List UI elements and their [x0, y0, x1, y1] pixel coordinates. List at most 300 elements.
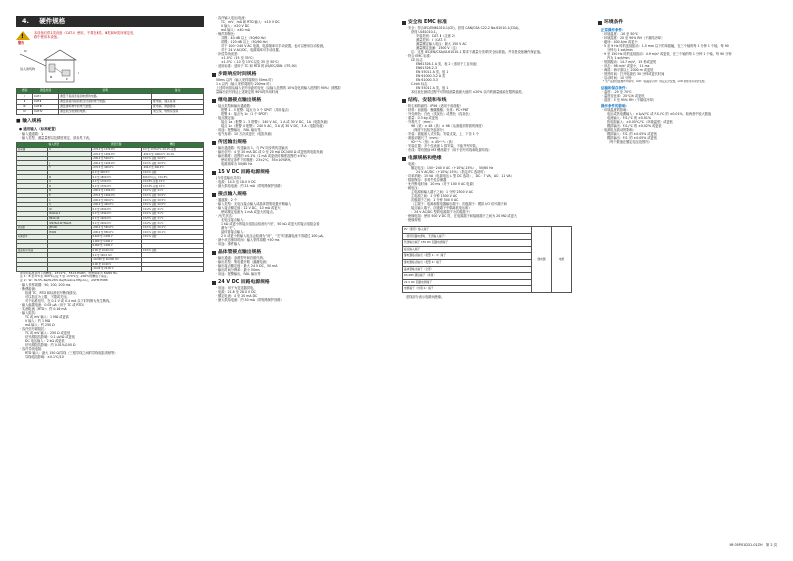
- table-cell: S: [48, 179, 91, 184]
- text-line: TC 或 mV 输入：250 Ω 或更低: [25, 330, 71, 335]
- transport-heading: 运输和保存条件：: [601, 85, 629, 90]
- text-line: 内为 1 oct/min: [607, 56, 630, 61]
- text-line: 电源频率为 50/60 Hz: [221, 161, 253, 166]
- table-cell: 0.0 至 1390.0℃: [91, 212, 141, 217]
- text-line: · 绝缘电阻：使用 500 V DC 时，在电源端子和接地端子之间为 20 MΩ 或更大: [406, 213, 517, 218]
- table-cell: 继电器接点输出（报警 4）端子: [403, 259, 532, 266]
- table-cell: -200.0 至 900.0℃: [91, 198, 141, 203]
- text-line: · 预热时间：打开电源后 30 分钟或更长时间: [602, 72, 665, 77]
- text-line: · 重量：0.3 kg 或更低: [406, 115, 439, 120]
- text-line: ±1.0℃（15 至 35℃）: [221, 56, 256, 60]
- table-cell: 0.0 至 100.0 mV: [91, 253, 141, 258]
- normal-note: ·* 无产品的低温操作环境中，LCD（液晶显示屏）的反应会变慢，LCD 的使用寿命会变短。: [602, 80, 708, 84]
- text-line: · 数据保存：非易失性存储器: [406, 177, 447, 182]
- table-cell: ±0.1% 读数 ±1℃: [141, 212, 203, 217]
- text-line: TC、mV、mA 和 RTD 输入：±10 V DC: [221, 20, 280, 24]
- text-line: EN61326-2-3: [416, 65, 437, 70]
- table-cell: -200.0 至 400.0℃: [91, 202, 141, 207]
- drawing-label-incoming: 进入建筑物: [20, 67, 36, 71]
- text-line: RTD 输入：最大 150 Ω/导线（三根导线之间的导线电阻须相等）: [25, 350, 118, 355]
- text-line: 使用额定电流为 1 mA 或更大的接点。: [221, 209, 276, 214]
- table-cell: 0.0 至 1700.0℃: [91, 184, 141, 189]
- text-line: · 通道数：2 个: [216, 197, 238, 202]
- text-line: · 输入阻抗：: [20, 310, 38, 315]
- text-line: · 输入偏置电流：0.05 μA（用于 TC 或 RTD）: [20, 302, 87, 307]
- table-cell: ±0.5% 读数 ±1℃: [141, 216, 203, 221]
- text-line: 接点 1c（报警 4 报警）：240 V AC，3 A 或 30 V DC，3 A（电阻负载）: [221, 123, 326, 128]
- table-cell: -200.0 至 1300.0℃: [91, 189, 141, 194]
- input-spec-body: [17, 147, 204, 271]
- text-line: 热电阻输入：±0.05℃/℃（环境温度）或更低: [607, 120, 673, 125]
- col2-sections: [212, 72, 394, 302]
- col1-extra-lines: [16, 283, 204, 359]
- table-cell: -270.0 至 400.0℃: [91, 166, 141, 171]
- text-line: · 输出精度：范围的 ±0.1%（1 mA 或更低时精度范围的 ±5%）: [216, 153, 309, 158]
- text-line: 分钟为 1 oct/min: [607, 48, 633, 53]
- section-heading: 步距响应时间规格: [212, 72, 394, 78]
- table-row: [403, 226, 572, 233]
- text-line: C-tick 标志: [411, 81, 428, 86]
- table-cell: K: [48, 147, 91, 152]
- table-cell: B: [48, 175, 91, 180]
- table-cell: -200.0 至 400.0℃: [141, 166, 203, 171]
- category-table-body: [17, 94, 204, 115]
- text-line: · 材料：前面板：聚碳酸酯；壳体：PC+PBT: [406, 107, 469, 112]
- text-line: TC 或 mV 输入：1 MΩ 或更高: [25, 314, 69, 319]
- table-cell: N: [48, 189, 91, 194]
- text-line: · 磁场：400 A/m 或更小: [602, 40, 638, 45]
- table-cell: ±0.1% 读数 ±0.1℃: [141, 225, 203, 230]
- text-line: 对于 24 V AC/DC，电源频率可手动设置。: [221, 48, 282, 52]
- text-line: · 9 至 150 Hz 时的连续振动：4.9 m/s² 或更低，在三个轴的每 1 分钟 1 个轴，每 90 分钟: [602, 52, 732, 57]
- text-line: 常模：120 dB 以上（50/60 Hz）: [221, 40, 270, 44]
- table-cell: ±0.1% 读数 ±0.5℃: [141, 193, 203, 198]
- table-cell: ±0.15% 读数 ±1℃: [141, 184, 203, 189]
- text-line: · 外壳颜色：白色（浅灰色）或黑色（浅灰色）: [406, 111, 472, 116]
- text-line: mA 输入：约 250 Ω: [25, 322, 55, 327]
- table-cell: 热电阻: [17, 225, 48, 230]
- text-line: 报警 4：接点为 1c（1 个 SPDT）: [221, 111, 270, 116]
- table-cell: -200.0 至 850.0℃: [91, 230, 141, 235]
- text-line: 1 kΩ 或更小的接点电阻会检测为“闭”，50 kΩ 或更大的接点电阻会检: [221, 221, 320, 226]
- text-line: · 用途：事件输入: [216, 241, 241, 246]
- text-line: · 输出接点额定值：最大 24 V DC，50 mA: [216, 263, 278, 268]
- text-line: · 适用标准：适用于 TC 和 RTD 的 JIS/IEC/DIN（ITS-90）: [216, 64, 299, 68]
- table-cell: [17, 267, 48, 272]
- spec-header: 精度: [141, 142, 203, 147]
- warning-block: [16, 31, 204, 43]
- transport-lines: [598, 90, 778, 102]
- table-cell: 晶体管输出端子（全部）: [403, 266, 532, 273]
- text-line: 本仪表在测试过程中可持续测量值最大值的 ±20% 以内的测量值能在限的偏差。: [411, 89, 525, 94]
- section-heading: 传送输出规格: [212, 140, 394, 146]
- spec-notes: [16, 272, 204, 283]
- text-line: · 输入类型：无电压接点输入或晶体管集电极开路输入: [216, 201, 292, 206]
- text-line: · 用途：报警输出、FAIL 输出等。: [216, 127, 264, 132]
- table-cell: CAT.Ⅲ: [33, 104, 59, 109]
- table-cell: 1.000 至 5.000 V: [91, 239, 141, 244]
- table-cell: 0.00 至 10.00 mV: [91, 248, 141, 253]
- text-line: · 接点额定值：: [216, 115, 238, 120]
- table-cell: 测量建筑物中的电气装置。: [59, 104, 152, 109]
- text-line: 信号源阻抗影响：0.1 μV/Ω 或更低: [25, 334, 75, 339]
- table-cell: （使用回路电源时，无需输入端子）: [403, 233, 532, 240]
- text-line: 50ms 以内（输入采样周期为 50ms 时）: [216, 77, 275, 82]
- text-line: 注 1：B 型 0℃至 400℃以及 T 型 -270℃至 -200℃时精度不保证。: [20, 275, 110, 279]
- table-cell: -10.00 至 20.00 V: [91, 267, 141, 272]
- table-cell: 0.0 至 2300.0℃: [91, 207, 141, 212]
- table-cell: ±0.1% 读数: [141, 170, 203, 175]
- isolation-table-body: [403, 226, 572, 292]
- text-line: 注：这是 IEC/EN/CSA/UL61010-1 要求下测量分类Ⅰ的安全标准值。并非是设备操作保证值。: [411, 49, 544, 54]
- table-cell: [141, 267, 203, 272]
- text-line: · 电气寿命：10 万次或更长（电阻负载）: [216, 131, 275, 136]
- text-line: · 输出时间分辨率：最小 50ms: [216, 267, 260, 272]
- table-cell: -200.0 至 1000.0℃ ±0.1%: [141, 152, 203, 157]
- text-line: 测为“关”。: [221, 225, 238, 230]
- text-line: 接点输入端子。次级端子中隔离低电压和）: [411, 205, 472, 210]
- table-cell: ±0.15% 读数 ±1℃: [141, 179, 203, 184]
- table-cell: 架空线、电缆系统等: [152, 110, 204, 115]
- text-line: 96（宽）× 48（高）× 98（从面板到背面的深度）: [411, 123, 485, 128]
- text-line: · 面板切割尺寸（mm）：: [406, 135, 442, 140]
- category-header: 类别: [17, 89, 33, 94]
- table-cell: -270.0 至 1370.0℃: [91, 147, 141, 152]
- table-cell: 接点输入端子: [403, 246, 532, 253]
- drawing-label-right: Ⅱ: [66, 77, 68, 81]
- table-cell: 传送输出端子 15V DC 回路电源端子: [403, 240, 532, 247]
- text-line: 2 V 或更小的输入电压会检测为“闭”，“关”时泄漏电流不得超过 100 μA。: [221, 233, 326, 238]
- table-cell: CAT.Ⅱ: [33, 99, 59, 104]
- text-line: · 电源：: [406, 161, 418, 166]
- table-cell: T: [48, 166, 91, 171]
- table-cell: W97Re3-W75Re25: [48, 221, 91, 226]
- text-line: 测量额定输入电压：最大 150 V AC: [416, 41, 467, 46]
- text-line: · 功率消耗：15 VA（电源电压 L 型 DC 选项），DC：7 VA，AC：11 VA）: [406, 173, 514, 178]
- text-line: 晶体管接点输入：: [221, 229, 247, 234]
- text-line: · 输出类型：集电极开路（漏灌电流）: [216, 259, 270, 264]
- text-line: · 耐电压：: [406, 185, 421, 190]
- table-cell: ±0.1% 读数 ±1℃: [141, 189, 203, 194]
- table-cell: J: [48, 161, 91, 166]
- text-line: 次级端子之间：1 分钟 500 V AC: [411, 197, 459, 202]
- text-line: 导线电阻影响：±0.1℃/10: [25, 354, 64, 359]
- text-line: · 启动时间：10 分钟: [602, 76, 632, 81]
- text-line: · 海拔：海平面以上 2000 m 或更低: [602, 68, 654, 73]
- text-line: · 实测电流（RTD）：约 0.16 mA: [20, 306, 67, 311]
- text-line: · 输出通道数：传送输出 1，与 PV 同步的传送输出: [216, 145, 288, 150]
- text-line: · 输入通道数：1: [20, 131, 44, 136]
- emc-heading: 安全和 EMC 标准: [402, 20, 592, 26]
- table-cell: ±0.1% 读数 ±0.1℃: [141, 230, 203, 235]
- warning-icon: ! 警告: [16, 31, 30, 43]
- table-cell: 配电板、插头座等: [152, 99, 204, 104]
- text-line: 1 s 以内（输入采样周期为 200ms 时）: [216, 81, 273, 86]
- table-cell: 标准信号: [17, 234, 48, 239]
- text-line: · 环境温度的影响：: [602, 108, 630, 113]
- text-line: （主端子：电源和继电器输出端子；次级端子：模拟 I/O 信号端子和: [411, 201, 507, 206]
- text-line: 电流输入：F.S./℃ 的 ±0.01%: [607, 116, 651, 121]
- text-line: · 最小状态保持时间：输入采样周期 +50 ms: [216, 237, 280, 242]
- text-line: · 输入类型、测量量程以及精度规定，请参见下表。: [20, 135, 93, 140]
- text-line: · 温度：-25 至 70℃: [602, 89, 632, 94]
- text-line: (与传送输出共用): [216, 175, 241, 180]
- text-line: · 容许信号源阻抗：: [20, 326, 48, 331]
- table-cell: 电源: [552, 226, 572, 292]
- text-line: EN 55011 A 类，组 1: [416, 69, 449, 74]
- text-line: · 环境湿度：20 至 90% RH（不凝结冷却）: [602, 36, 665, 41]
- text-line: 上述时间指从输入信号步距的变化（从输入范围的 10%变化到输入范围的 90%）到模拟: [216, 85, 341, 90]
- text-line: 注 2：W：W-5% Re/W-26% Re(Hoskins Mfg.Co.)，ASTM E988: [20, 278, 108, 282]
- text-line: 安装类别：CAT. Ⅱ（注意 2）: [416, 33, 458, 38]
- text-line: · 容许导线电阻：: [20, 346, 45, 351]
- text-line: · 输入采样周期：50, 100, 200 ms: [20, 282, 71, 287]
- page-footer: IM 05P01D31-01ZH 第 2 页: [729, 542, 777, 547]
- table-cell: -10.000 至 20.000 mV: [91, 257, 141, 262]
- text-line: 信号源阻抗影响：约 0.01%/100 Ω: [25, 342, 76, 347]
- text-line: · 补偿导线误差：: [216, 52, 241, 56]
- text-line: · 防尘和防滴性：IP56（适用于前面板）: [406, 103, 463, 108]
- table-cell: 0.00 至 10.00 V: [91, 262, 141, 267]
- table-cell: ±0.1% 读数 ±0.5℃: [141, 198, 203, 203]
- table-cell: Pt100: [48, 230, 91, 235]
- text-line: · 符合 EMC 标准：: [406, 53, 433, 58]
- table-cell: PV（通用）输入端子: [403, 226, 532, 233]
- table-cell: 400.0℃以上 ±0.15%: [141, 175, 203, 180]
- table-cell: ±0.1% 读数 ±0.5℃: [141, 202, 203, 207]
- text-line: 电压或热电偶输入：±1μV/℃ 或 F.S./℃ 的 ±0.01%，取两者中较大数值: [607, 112, 712, 117]
- text-line: 额定电压：100~240 V AC（+10%/-15%），50/60 Hz: [411, 165, 494, 170]
- column-2: [212, 16, 394, 302]
- table-cell: -270.0 至 1000.0℃: [91, 152, 141, 157]
- table-cell: -270.0 至 1000.0℃: [91, 193, 141, 198]
- text-line: 检测 TC、RTD 和标准信号断线情况。: [25, 290, 79, 295]
- chapter-title: 硬件规格: [39, 17, 66, 25]
- chapter-number: 4.: [22, 17, 29, 25]
- table-cell: 0.0 至 400.0℃: [91, 170, 141, 175]
- text-line: · 短期振动：14.7 m/s²，15 秒或更短: [602, 60, 657, 65]
- text-line: EN 55011 A 类，组 1: [416, 85, 449, 90]
- table-cell: ±0.2% 读数 ±1℃: [141, 207, 203, 212]
- text-line: · 环境温度：-10 至 50℃: [602, 32, 639, 37]
- table-cell: CAT.Ⅰ: [33, 94, 59, 99]
- text-line: · 最大供给电流：约 21 mA（带短路保护回路）: [216, 183, 284, 188]
- text-line: · 容许输入电压/电流：: [216, 16, 248, 20]
- text-line: · 用途：用于为变送器供电。: [216, 285, 257, 290]
- table-cell: Ⅰ: [17, 94, 33, 99]
- normal-lines: [598, 32, 778, 80]
- text-line: · 噪声抑制比：: [216, 32, 238, 36]
- table-cell: W: [48, 207, 91, 212]
- text-line: 92⁺⁰·⁸₀（宽）× 45⁺⁰·⁶₀（高）: [411, 139, 455, 144]
- text-line: 测量额定浪涌：1500 V（注）: [416, 45, 460, 50]
- table-cell: 测量不直接连接到电源的电路。: [59, 94, 152, 99]
- normal-heading: 正常操作条件：: [601, 27, 626, 32]
- table-cell: Ⅲ: [17, 104, 33, 109]
- input-common-heading: ● 通用输入（标准配置）: [19, 127, 59, 132]
- text-line: 共模：40 dB 以上（50/60 Hz）: [221, 36, 268, 40]
- table-cell: 0.0 至 1900.0℃: [91, 216, 141, 221]
- table-cell: 热电偶: [17, 147, 48, 152]
- text-line: 无电压接点输入：: [221, 217, 247, 222]
- category-header: 测量类别: [33, 89, 59, 94]
- text-line: 接点 1a（报警 1 - 3 报警）：240 V AC，1 A 或 30 V DC，1A（电阻负载）: [221, 119, 331, 124]
- table-cell: 0.0 至 1700.0℃: [91, 179, 141, 184]
- warning-text: [34, 31, 133, 43]
- drawing-label-left: Ⅳ: [24, 49, 27, 53]
- table-cell: Platinel 2: [48, 212, 91, 217]
- warning-line: 路中使用本设备。: [34, 35, 61, 40]
- category-header: 说明: [59, 89, 152, 94]
- text-line: · 输出信号：4 至 20 mA DC 或 0 至 20 mA DC/400 Ω 或更低的电阻负载: [216, 149, 323, 154]
- emc-lines: [402, 26, 592, 94]
- table-cell: ±0.1% 读数 ±0.5℃: [141, 156, 203, 161]
- text-line: 主电源之间：1 分钟 1500 V AC: [411, 193, 458, 198]
- table-cell: 0.0 至 1800.0℃: [91, 175, 141, 180]
- table-cell: RS-485 通信端子（选项）: [403, 273, 532, 280]
- effect-lines: [598, 108, 778, 144]
- col2-top-lines: [212, 16, 394, 68]
- table-cell: PR20-40: [48, 216, 91, 221]
- text-line: · 电源：21.6 至 28.0 V DC: [216, 289, 256, 294]
- text-line: CE 标志: [411, 57, 423, 62]
- text-line: · 冲击：98 m/s² 或更小，11 ms: [602, 64, 650, 69]
- table-cell: ±0.1% 读数: [141, 248, 203, 253]
- text-line: 量输出信号到达上述规定的 90%时所用时间: [216, 89, 279, 94]
- text-line: ：24 V AC/DC 型的电源端子为次级端子）: [411, 209, 472, 214]
- category-header: 备注: [152, 89, 204, 94]
- column-1: [16, 16, 204, 359]
- text-line: 使用规定条件下的精度：23±2℃，55±10%RH。: [221, 157, 294, 162]
- text-line: EN 61000-3-2 A 类: [416, 73, 446, 78]
- text-line: · 电源：14.5 至 18.0 V DC: [216, 179, 256, 184]
- text-line: 主电源和输入端子之间：1 分钟 2300 V AC: [411, 189, 474, 194]
- drawing-label-bottom: Ⅰ: [78, 71, 79, 75]
- text-line: · 外观尺寸（mm）：: [406, 119, 435, 124]
- table-cell: 24 V DC 回路电源端子: [403, 279, 532, 286]
- text-line: V 输入：约 1 MΩ: [25, 318, 51, 323]
- struct-heading: 结构、安装和布线: [402, 98, 592, 104]
- table-cell: -200.0 至 500.0℃: [91, 225, 141, 230]
- effect-heading: 操作条件的影响：: [601, 103, 629, 108]
- text-line: · 布线：带有预涂 M3 螺丝端子（用于信号布线和电源布线）: [406, 147, 492, 152]
- spec-header: 测量范围: [91, 142, 141, 147]
- drawing-label-mid: Ⅲ: [50, 75, 53, 79]
- table-cell: ±0.2% 读数 ±1℃: [141, 221, 203, 226]
- table-cell: 0.0 至 2000.0℃: [91, 221, 141, 226]
- table-cell: E: [48, 193, 91, 198]
- table-cell: 电源端子（选项 0）端子: [403, 286, 532, 293]
- text-line: · 湿度：5 至 95% RH（不凝结冷却）: [602, 97, 656, 102]
- text-line: · 输入接点额定值：12 V DC，10 mA 或更大: [216, 205, 281, 210]
- table-cell: U: [48, 202, 91, 207]
- warning-label: 警告: [18, 40, 25, 45]
- category-drawing: [16, 46, 204, 88]
- table-cell: 测量直接连接到低压设备的电气电路。: [59, 99, 152, 104]
- table-cell: 直流电压/电流: [17, 248, 48, 253]
- table-cell: -200.0 至 500.0℃: [91, 156, 141, 161]
- text-line: · 断偶检测：: [20, 286, 38, 291]
- chapter-header: [16, 16, 204, 27]
- table-cell: 0.400 至 2.000 V: [91, 234, 141, 239]
- text-line: 测量类别：Ⅰ（CAT. Ⅰ）: [416, 37, 448, 42]
- text-line: V 输入：±20 V DC: [221, 24, 250, 28]
- warning-line: 本设备仅供1类设备（CAT.I）使用，不要在Ⅱ类、Ⅲ类和Ⅳ类所规定电: [34, 31, 134, 35]
- text-line: 对于标准信号，在 0.1 V 或 0.4 mA 以下时判断为发生断线。: [25, 298, 113, 303]
- isolation-note: 虚线部分表示电路间绝缘。: [406, 294, 445, 299]
- struct-lines: [402, 104, 592, 152]
- table-cell: 0.000 至 1.000 V: [91, 244, 141, 249]
- text-line: · 接点类型和输出通道数：: [216, 103, 254, 108]
- table-cell: JPt100: [48, 225, 91, 230]
- table-cell: Ⅱ: [17, 99, 33, 104]
- column-4: [598, 16, 778, 144]
- table-cell: 0.0 至 1370.0℃ ±0.1% 读数: [141, 147, 203, 152]
- table-cell: ±0.1% 读数 ±0.5℃: [141, 161, 203, 166]
- table-cell: 测量低压电源的电源。: [59, 110, 152, 115]
- input-spec-table: [16, 142, 204, 272]
- text-line: · 安全：符合IEC/EN61010-1(CE)，获得 CAN/CSA C22.2 No.61010-1(CSA)，: [406, 25, 522, 30]
- table-cell: 继电器接点输出（报警 1 - 3）端子: [403, 253, 532, 260]
- table-row: [17, 267, 204, 272]
- spec-header: 输入类型: [17, 142, 92, 147]
- table-cell: -200.0 至 1200.0℃: [91, 161, 141, 166]
- text-line: · 电源电压波动的影响：: [602, 128, 636, 133]
- text-line: ±1.5℃（-10 至 15℃以及 35 至 50℃）: [221, 60, 282, 64]
- power-heading: 电源规格和绝缘: [402, 156, 592, 162]
- text-line: 获得 UL61010-1。: [411, 29, 440, 34]
- text-line: · 最大供给电流：约 30 mA（带短路保护回路）: [216, 297, 284, 302]
- section-heading: 晶体管接点输出规格: [212, 250, 394, 256]
- text-line: EN61326-1 A 类，表 2（适用于工业用途）: [416, 61, 480, 66]
- text-line: · 允许断电时间：20 ms（对于 100 V AC 电源）: [406, 181, 476, 186]
- text-line: 使用所标准条件下的精度。23±2℃，55±10%RH，电源频率为 50/60 Hz。: [20, 271, 120, 275]
- table-cell: [48, 267, 91, 272]
- section-heading: 24 V DC 回路电源规格: [212, 280, 394, 286]
- text-line: · 温度变化率：20℃/h 或更低: [602, 93, 645, 98]
- text-line: 模拟输入：F.S. 的 ±0.05% 或更低: [607, 132, 657, 137]
- text-line: mA 输入：±40 mA: [221, 28, 250, 32]
- text-line: 模拟输出：F.S./℃ 的 ±0.02% 或更低: [607, 124, 662, 129]
- text-line: · 输出通道：参照型号和后缀代码。: [216, 255, 266, 260]
- table-cell: L: [48, 198, 91, 203]
- table-cell: ±0.1% 读数: [141, 234, 203, 239]
- text-line: （深度不包括突起部分）: [411, 127, 447, 132]
- table-cell: 继电器: [532, 226, 552, 292]
- power-lines: [402, 162, 592, 222]
- text-line: · 用途：报警输出，FAIL 输出等: [216, 271, 261, 276]
- category-table: [16, 88, 204, 115]
- text-line: · 安装位置：多个仪表嵌 1 排安装，不能并列安装。: [406, 143, 480, 148]
- table-cell: R: [48, 184, 91, 189]
- column-3: [402, 16, 592, 299]
- text-line: 24 V AC/DC（+10%/-15%）（指定/TC 选项时）: [416, 169, 487, 174]
- input-spec-heading: ■ 输入规格: [16, 119, 42, 125]
- section-heading: 继电器接点输出规格: [212, 98, 394, 104]
- table-row: [17, 110, 204, 115]
- text-line: （每个数值在额定电压范围内）: [607, 140, 652, 145]
- text-line: · 开/关状态：: [216, 213, 236, 218]
- text-line: 报警 1 - 3 报警：接点为 3 个 SPST（共用接点）: [221, 107, 292, 112]
- table-cell: 配电板、断路器等: [152, 104, 204, 109]
- text-line: EN 61000-3-3: [416, 77, 438, 82]
- text-line: · 额定电流：4 至 20 mA DC: [216, 293, 258, 298]
- table-cell: Ⅳ: [17, 110, 33, 115]
- section-heading: 接点输入规格: [212, 192, 394, 198]
- text-line: 对于 100~240 V AC 电源，电源频率可手动设置。也可以使用自动检测。: [221, 44, 327, 48]
- text-line: DC 电压输入：2 kΩ 或更低: [25, 338, 65, 343]
- env-heading: 环境条件: [598, 20, 778, 26]
